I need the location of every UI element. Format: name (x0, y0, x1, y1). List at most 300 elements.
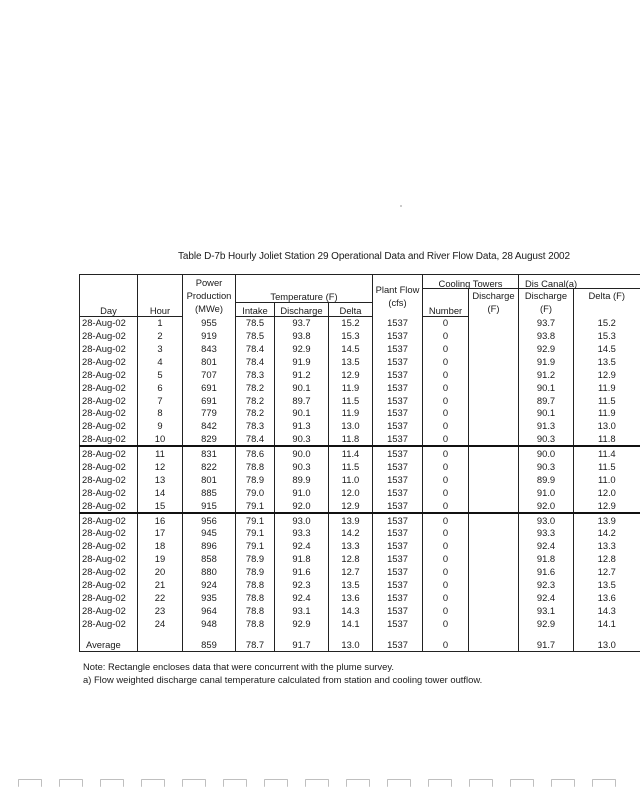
cell-canal-discharge: 89.9 (519, 473, 574, 486)
table-body (80, 316, 640, 630)
cell-hour: 3 (138, 342, 183, 355)
cell-discharge: 89.7 (275, 394, 329, 407)
cell-day: 28-Aug-02 (80, 540, 138, 553)
cell-discharge: 93.7 (275, 316, 329, 329)
cell-hour: 5 (138, 368, 183, 381)
cell-ct-discharge (469, 460, 519, 473)
cell-canal-delta: 12.9 (597, 368, 616, 380)
perforation-mark (510, 779, 534, 787)
header-discharge: Discharge (275, 302, 329, 316)
table-row (80, 446, 640, 460)
cell-flow: 1537 (373, 604, 423, 617)
cell-canal-delta: 13.9 (574, 513, 640, 527)
average-row (80, 630, 640, 652)
cell-day: 28-Aug-02 (80, 578, 138, 591)
cell-canal-delta: 11.5 (597, 394, 616, 406)
cell-canal-discharge: 92.3 (519, 578, 574, 591)
cell-flow: 1537 (373, 446, 423, 460)
cell-canal-delta: 11.4 (574, 446, 640, 460)
cell-canal-discharge: 93.3 (519, 527, 574, 540)
cell-hour: 6 (138, 381, 183, 394)
cell-hour: 7 (138, 394, 183, 407)
cell-ct-discharge (469, 578, 519, 591)
cell-intake: 78.5 (236, 316, 275, 329)
cell-hour: 16 (138, 513, 183, 527)
cell-canal-delta: 14.5 (597, 343, 616, 355)
cell-intake: 78.8 (236, 460, 275, 473)
cell-mwe: 801 (183, 355, 236, 368)
cell-discharge: 91.3 (275, 420, 329, 433)
cell-flow: 1537 (373, 578, 423, 591)
cell-ct-discharge (469, 499, 519, 513)
cell-ct-discharge (469, 591, 519, 604)
cell-delta: 11.0 (329, 473, 373, 486)
cell-mwe: 915 (183, 499, 236, 513)
cell-intake: 78.8 (236, 591, 275, 604)
cell-number: 0 (423, 329, 469, 342)
cell-canal-delta: 11.9 (597, 407, 616, 419)
cell-canal-delta: 13.3 (597, 540, 616, 552)
table-row (80, 460, 640, 473)
table-row (80, 513, 640, 527)
header-power-production: Power Production (MWe) (183, 275, 236, 317)
cell-number: 0 (423, 420, 469, 433)
perforation-mark (469, 779, 493, 787)
cell-number: 0 (423, 527, 469, 540)
cell-day: 28-Aug-02 (80, 604, 138, 617)
cell-canal-delta: 11.5 (597, 461, 616, 473)
cell-ct-discharge (469, 486, 519, 499)
cell-day: 28-Aug-02 (80, 617, 138, 630)
cell-day: 28-Aug-02 (80, 355, 138, 368)
data-table (79, 274, 640, 652)
cell-hour: 9 (138, 420, 183, 433)
cell-delta: 12.9 (329, 368, 373, 381)
cell-canal-discharge: 92.0 (519, 499, 574, 513)
cell-day: 28-Aug-02 (80, 513, 138, 527)
cell-discharge: 93.8 (275, 329, 329, 342)
perforation-mark (182, 779, 206, 787)
cell-intake: 78.9 (236, 473, 275, 486)
cell-number: 0 (423, 355, 469, 368)
cell-number: 0 (423, 407, 469, 420)
cell-mwe: 955 (183, 316, 236, 329)
cell-intake: 78.4 (236, 433, 275, 447)
header-number: Number (423, 302, 469, 316)
cell-hour: 15 (138, 499, 183, 513)
cell-flow: 1537 (373, 591, 423, 604)
header-dis-canal-group: Dis Canal(a) (519, 275, 640, 289)
cell-number: 0 (423, 316, 469, 329)
average-hour (138, 630, 183, 652)
cell-hour: 19 (138, 553, 183, 566)
header-plant-flow: Plant Flow (cfs) (373, 275, 423, 317)
cell-intake: 78.2 (236, 381, 275, 394)
cell-hour: 1 (138, 316, 183, 329)
cell-discharge: 91.8 (275, 553, 329, 566)
cell-discharge: 90.0 (275, 446, 329, 460)
header-day: Day (80, 302, 138, 316)
cell-day: 28-Aug-02 (80, 486, 138, 499)
table-row (80, 540, 640, 553)
header-day-top (80, 275, 138, 289)
cell-canal-delta: 13.5 (597, 355, 616, 367)
cell-number: 0 (423, 446, 469, 460)
cell-canal-delta: 13.6 (597, 591, 616, 603)
cell-canal-discharge: 91.8 (519, 553, 574, 566)
cell-number: 0 (423, 540, 469, 553)
cell-discharge: 92.9 (275, 617, 329, 630)
cell-discharge: 91.9 (275, 355, 329, 368)
cell-ct-discharge (469, 342, 519, 355)
cell-ct-discharge (469, 446, 519, 460)
average-flow: 1537 (373, 630, 423, 652)
cell-mwe: 691 (183, 394, 236, 407)
cell-canal-delta: 13.0 (597, 420, 616, 432)
cell-canal-discharge: 90.0 (519, 446, 574, 460)
cell-discharge: 92.3 (275, 578, 329, 591)
cell-discharge: 90.3 (275, 460, 329, 473)
cell-day: 28-Aug-02 (80, 381, 138, 394)
cell-mwe: 924 (183, 578, 236, 591)
cell-canal-discharge: 92.9 (519, 342, 574, 355)
cell-intake: 78.6 (236, 446, 275, 460)
cell-discharge: 91.2 (275, 368, 329, 381)
average-label: Average (80, 630, 138, 652)
footnote-a: a) Flow weighted discharge canal temperature calculated from station and cooling tower outflow. (83, 674, 483, 685)
perforation-mark (387, 779, 411, 787)
cell-hour: 12 (138, 460, 183, 473)
cell-canal-delta: 11.0 (597, 473, 616, 485)
cell-intake: 78.3 (236, 420, 275, 433)
cell-discharge: 92.9 (275, 342, 329, 355)
cell-delta: 11.5 (329, 460, 373, 473)
header-delta: Delta (329, 302, 373, 316)
cell-ct-discharge (469, 316, 519, 329)
cell-hour: 17 (138, 527, 183, 540)
cell-number: 0 (423, 460, 469, 473)
cell-flow: 1537 (373, 368, 423, 381)
cell-canal-delta: 13.5 (597, 579, 616, 591)
header-hour-top (138, 275, 183, 289)
cell-delta: 11.5 (329, 394, 373, 407)
table-header (80, 275, 640, 317)
cell-canal-delta: 15.3 (597, 330, 616, 342)
cell-hour: 11 (138, 446, 183, 460)
cell-delta: 11.9 (329, 381, 373, 394)
cell-flow: 1537 (373, 381, 423, 394)
cell-delta: 13.5 (329, 578, 373, 591)
cell-number: 0 (423, 591, 469, 604)
cell-delta: 13.6 (329, 591, 373, 604)
cell-canal-discharge: 89.7 (519, 394, 574, 407)
cell-canal-delta: 14.2 (597, 527, 616, 539)
cell-mwe: 880 (183, 565, 236, 578)
cell-number: 0 (423, 342, 469, 355)
cell-canal-discharge: 91.6 (519, 565, 574, 578)
table-row (80, 407, 640, 420)
cell-ct-discharge (469, 394, 519, 407)
cell-mwe: 831 (183, 446, 236, 460)
cell-intake: 79.1 (236, 513, 275, 527)
cell-day: 28-Aug-02 (80, 591, 138, 604)
cell-ct-discharge (469, 553, 519, 566)
cell-discharge: 89.9 (275, 473, 329, 486)
cell-ct-discharge (469, 420, 519, 433)
cell-ct-discharge (469, 368, 519, 381)
cell-delta: 14.3 (329, 604, 373, 617)
cell-number: 0 (423, 513, 469, 527)
cell-canal-discharge: 92.4 (519, 540, 574, 553)
cell-canal-delta: 12.0 (597, 486, 616, 498)
cell-mwe: 948 (183, 617, 236, 630)
cell-number: 0 (423, 486, 469, 499)
cell-delta: 13.5 (329, 355, 373, 368)
scan-speck (400, 205, 402, 207)
cell-mwe: 691 (183, 381, 236, 394)
cell-delta: 13.3 (329, 540, 373, 553)
table-row (80, 368, 640, 381)
cell-intake: 78.2 (236, 407, 275, 420)
cell-discharge: 91.0 (275, 486, 329, 499)
cell-hour: 2 (138, 329, 183, 342)
header-day-mid (80, 289, 138, 303)
header-canal-discharge: Discharge (F) (519, 289, 574, 317)
average-number: 0 (423, 630, 469, 652)
table-row (80, 316, 640, 329)
average-ct-discharge (469, 630, 519, 652)
cell-day: 28-Aug-02 (80, 368, 138, 381)
cell-day: 28-Aug-02 (80, 420, 138, 433)
cell-ct-discharge (469, 604, 519, 617)
cell-delta: 14.1 (329, 617, 373, 630)
cell-mwe: 801 (183, 473, 236, 486)
cell-intake: 78.3 (236, 368, 275, 381)
cell-number: 0 (423, 578, 469, 591)
cell-ct-discharge (469, 617, 519, 630)
cell-discharge: 93.1 (275, 604, 329, 617)
cell-mwe: 842 (183, 420, 236, 433)
cell-canal-discharge: 90.3 (519, 460, 574, 473)
perforation-mark (18, 779, 42, 787)
cell-delta: 14.2 (329, 527, 373, 540)
cell-delta: 12.9 (329, 499, 373, 513)
cell-hour: 22 (138, 591, 183, 604)
table-row (80, 527, 640, 540)
cell-flow: 1537 (373, 394, 423, 407)
cell-discharge: 92.4 (275, 591, 329, 604)
cell-hour: 8 (138, 407, 183, 420)
cell-mwe: 829 (183, 433, 236, 447)
cell-mwe: 956 (183, 513, 236, 527)
cell-intake: 78.2 (236, 394, 275, 407)
cell-number: 0 (423, 473, 469, 486)
cell-flow: 1537 (373, 329, 423, 342)
cell-day: 28-Aug-02 (80, 553, 138, 566)
header-number-mid (423, 289, 469, 303)
average-canal-discharge: 91.7 (519, 630, 574, 652)
perforation-mark (305, 779, 329, 787)
cell-mwe: 935 (183, 591, 236, 604)
cell-delta: 13.0 (329, 420, 373, 433)
perforation-mark (141, 779, 165, 787)
table-row (80, 499, 640, 513)
cell-ct-discharge (469, 513, 519, 527)
header-intake: Intake (236, 302, 275, 316)
cell-flow: 1537 (373, 617, 423, 630)
header-ct-discharge: Discharge (F) (469, 289, 519, 317)
cell-flow: 1537 (373, 316, 423, 329)
cell-canal-discharge: 92.4 (519, 591, 574, 604)
cell-canal-discharge: 91.2 (519, 368, 574, 381)
cell-discharge: 92.0 (275, 499, 329, 513)
table-row (80, 433, 640, 447)
perforation-mark (264, 779, 288, 787)
perforation-strip (0, 779, 618, 789)
table-row (80, 420, 640, 433)
cell-mwe: 919 (183, 329, 236, 342)
cell-number: 0 (423, 394, 469, 407)
cell-canal-delta: 12.8 (597, 553, 616, 565)
cell-day: 28-Aug-02 (80, 565, 138, 578)
cell-number: 0 (423, 499, 469, 513)
table-row (80, 486, 640, 499)
cell-ct-discharge (469, 433, 519, 447)
cell-number: 0 (423, 368, 469, 381)
cell-delta: 12.7 (329, 565, 373, 578)
cell-canal-delta: 14.1 (597, 617, 616, 629)
cell-flow: 1537 (373, 355, 423, 368)
cell-ct-discharge (469, 355, 519, 368)
cell-day: 28-Aug-02 (80, 446, 138, 460)
cell-canal-discharge: 93.7 (519, 316, 574, 329)
cell-hour: 4 (138, 355, 183, 368)
cell-intake: 78.4 (236, 342, 275, 355)
perforation-mark (223, 779, 247, 787)
cell-discharge: 90.1 (275, 381, 329, 394)
cell-mwe: 779 (183, 407, 236, 420)
cell-day: 28-Aug-02 (80, 329, 138, 342)
cell-delta: 12.0 (329, 486, 373, 499)
cell-canal-discharge: 92.9 (519, 617, 574, 630)
cell-hour: 24 (138, 617, 183, 630)
cell-delta: 14.5 (329, 342, 373, 355)
cell-discharge: 90.3 (275, 433, 329, 447)
cell-day: 28-Aug-02 (80, 499, 138, 513)
perforation-mark (100, 779, 124, 787)
cell-flow: 1537 (373, 513, 423, 527)
cell-intake: 79.1 (236, 540, 275, 553)
perforation-mark (428, 779, 452, 787)
cell-canal-delta: 12.9 (597, 499, 616, 511)
cell-intake: 78.9 (236, 565, 275, 578)
cell-day: 28-Aug-02 (80, 394, 138, 407)
cell-canal-discharge: 93.8 (519, 329, 574, 342)
cell-intake: 79.1 (236, 499, 275, 513)
cell-ct-discharge (469, 329, 519, 342)
perforation-mark (592, 779, 616, 787)
notes (83, 660, 482, 686)
table-row (80, 565, 640, 578)
cell-number: 0 (423, 381, 469, 394)
cell-delta: 15.3 (329, 329, 373, 342)
cell-intake: 79.1 (236, 527, 275, 540)
average-discharge: 91.7 (275, 630, 329, 652)
cell-mwe: 843 (183, 342, 236, 355)
cell-intake: 79.0 (236, 486, 275, 499)
cell-flow: 1537 (373, 499, 423, 513)
perforation-mark (551, 779, 575, 787)
header-cooling-towers-group: Cooling Towers (423, 275, 519, 289)
cell-delta: 13.9 (329, 513, 373, 527)
cell-discharge: 91.6 (275, 565, 329, 578)
cell-mwe: 945 (183, 527, 236, 540)
cell-canal-discharge: 93.1 (519, 604, 574, 617)
cell-number: 0 (423, 553, 469, 566)
cell-intake: 78.8 (236, 617, 275, 630)
cell-hour: 20 (138, 565, 183, 578)
cell-hour: 21 (138, 578, 183, 591)
cell-day: 28-Aug-02 (80, 342, 138, 355)
average-mwe: 859 (183, 630, 236, 652)
cell-mwe: 822 (183, 460, 236, 473)
cell-ct-discharge (469, 407, 519, 420)
cell-discharge: 93.3 (275, 527, 329, 540)
table-row (80, 617, 640, 630)
cell-intake: 78.8 (236, 578, 275, 591)
cell-delta: 11.4 (329, 446, 373, 460)
cell-flow: 1537 (373, 433, 423, 447)
cell-hour: 10 (138, 433, 183, 447)
cell-canal-discharge: 90.1 (519, 407, 574, 420)
table-container (79, 274, 625, 662)
cell-number: 0 (423, 565, 469, 578)
cell-flow: 1537 (373, 420, 423, 433)
cell-ct-discharge (469, 473, 519, 486)
table-row (80, 553, 640, 566)
table-row (80, 591, 640, 604)
cell-day: 28-Aug-02 (80, 316, 138, 329)
cell-mwe: 858 (183, 553, 236, 566)
table-row (80, 604, 640, 617)
table-row (80, 342, 640, 355)
cell-canal-discharge: 90.3 (519, 433, 574, 447)
cell-canal-discharge: 91.3 (519, 420, 574, 433)
cell-mwe: 896 (183, 540, 236, 553)
cell-mwe: 885 (183, 486, 236, 499)
table-row (80, 355, 640, 368)
cell-canal-discharge: 90.1 (519, 381, 574, 394)
table-row (80, 473, 640, 486)
cell-ct-discharge (469, 540, 519, 553)
cell-flow: 1537 (373, 565, 423, 578)
cell-intake: 78.9 (236, 553, 275, 566)
cell-number: 0 (423, 433, 469, 447)
cell-day: 28-Aug-02 (80, 473, 138, 486)
cell-discharge: 90.1 (275, 407, 329, 420)
cell-day: 28-Aug-02 (80, 407, 138, 420)
cell-intake: 78.8 (236, 604, 275, 617)
cell-intake: 78.5 (236, 329, 275, 342)
table-average (80, 630, 640, 652)
cell-discharge: 92.4 (275, 540, 329, 553)
cell-canal-discharge: 93.0 (519, 513, 574, 527)
table-row (80, 381, 640, 394)
cell-canal-delta: 11.8 (597, 433, 616, 445)
table-row (80, 329, 640, 342)
cell-canal-discharge: 91.9 (519, 355, 574, 368)
table-title: Table D-7b Hourly Joliet Station 29 Operational Data and River Flow Data, 28 August 2002 (178, 251, 570, 262)
